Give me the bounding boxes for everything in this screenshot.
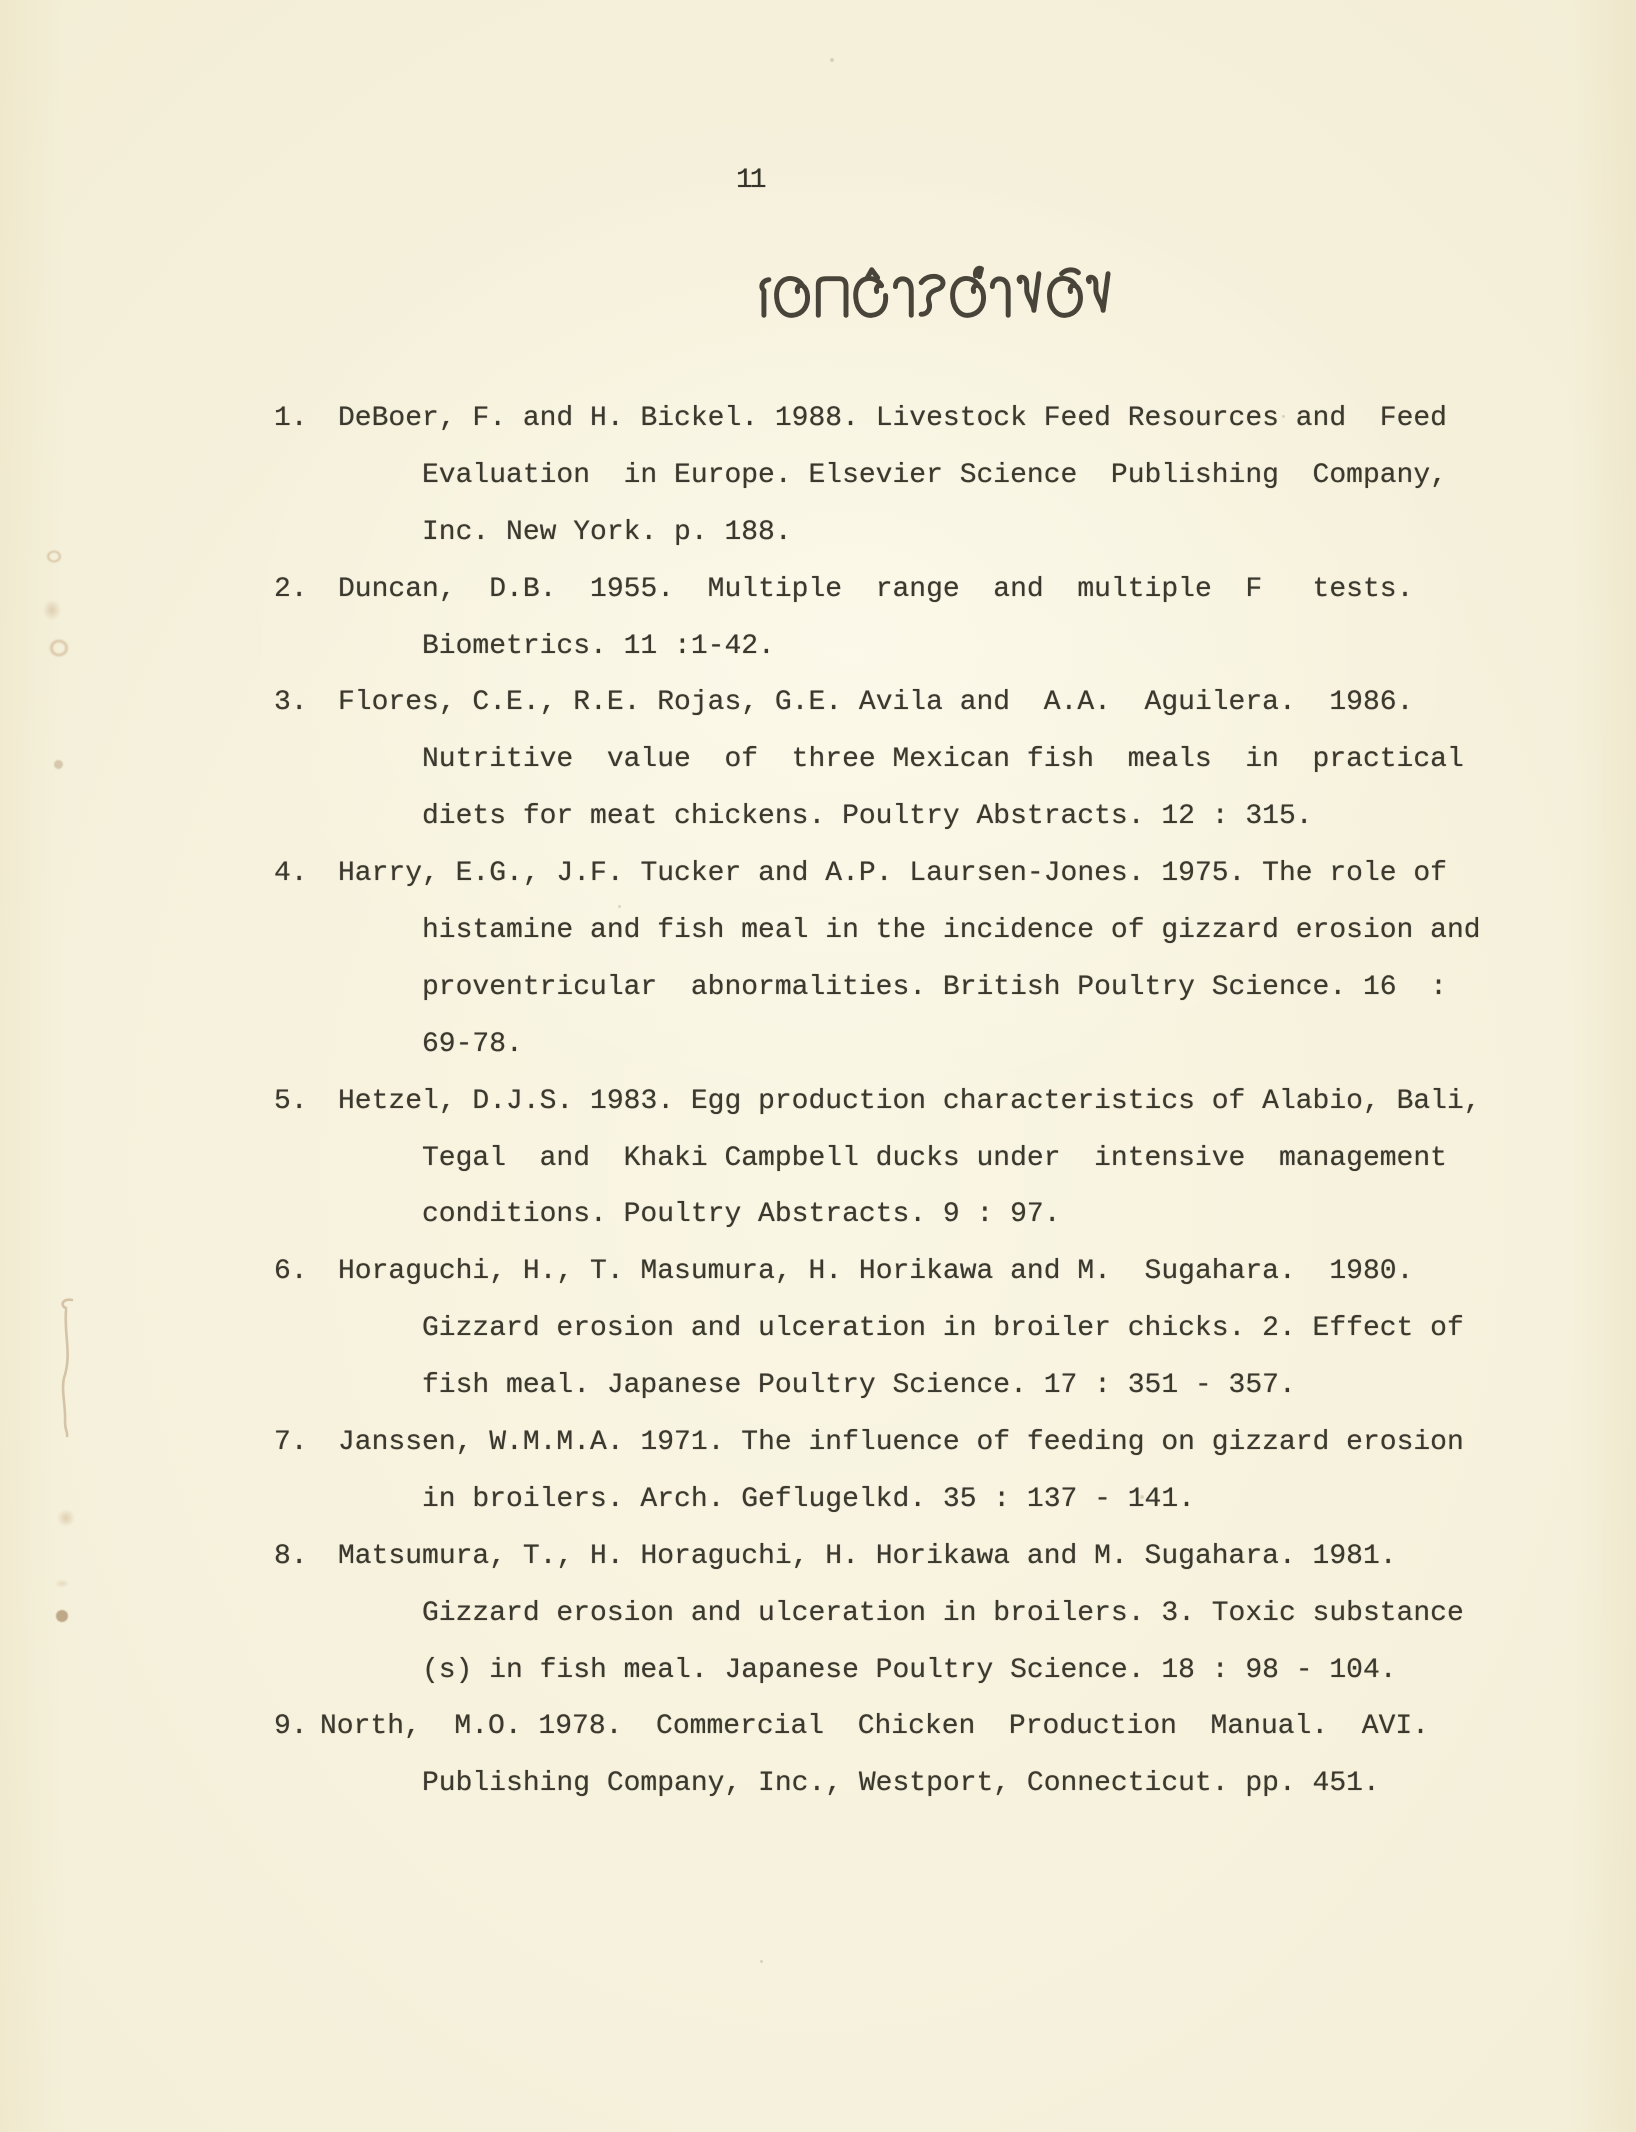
- reference-line: Evaluation in Europe. Elsevier Science Publishing Company,: [422, 459, 1447, 491]
- reference-list: [274, 391, 1481, 1813]
- reference-text: Janssen, W.M.M.A. 1971. The influence of feeding on gizzard erosion: [338, 1427, 1464, 1459]
- reference-number: 6.: [274, 1256, 308, 1288]
- reference-line: [274, 391, 1481, 448]
- margin-smudge: [40, 596, 64, 624]
- reference-line: histamine and fish meal in the incidence of gizzard erosion and: [422, 915, 1481, 947]
- reference-line: Inc. New York. p. 188.: [422, 516, 792, 548]
- page-number: 11: [736, 165, 764, 196]
- reference-line: [274, 1244, 1481, 1301]
- reference-number: 4.: [274, 858, 308, 890]
- reference-line: (s) in fish meal. Japanese Poultry Science. 18 : 98 - 104.: [422, 1654, 1397, 1686]
- reference-number: 3.: [274, 687, 308, 719]
- reference-line: Biometrics. 11 :1-42.: [422, 630, 775, 662]
- reference-text: Duncan, D.B. 1955. Multiple range and multiple F tests.: [338, 573, 1414, 605]
- paper-speck: [830, 58, 834, 62]
- reference-item: [274, 846, 1481, 1074]
- margin-squiggle: [56, 1296, 82, 1438]
- thai-title-text: [757, 324, 758, 325]
- reference-text: Matsumura, T., H. Horaguchi, H. Horikawa and M. Sugahara. 1981.: [338, 1540, 1397, 1572]
- reference-number: 8.: [274, 1540, 308, 1572]
- reference-number: 2.: [274, 573, 308, 605]
- margin-dot: [56, 1610, 68, 1622]
- reference-number: 7.: [274, 1427, 308, 1459]
- reference-text: Harry, E.G., J.F. Tucker and A.P. Laursen-Jones. 1975. The role of: [338, 858, 1447, 890]
- reference-item: [274, 1699, 1481, 1813]
- reference-text: North, M.O. 1978. Commercial Chicken Production Manual. AVI.: [320, 1711, 1429, 1743]
- reference-line: in broilers. Arch. Geflugelkd. 35 : 137 - 141.: [422, 1483, 1195, 1515]
- reference-line: conditions. Poultry Abstracts. 9 : 97.: [422, 1199, 1061, 1231]
- margin-dot: [54, 760, 63, 769]
- reference-item: [274, 675, 1481, 846]
- reference-line: Gizzard erosion and ulceration in broiler chicks. 2. Effect of: [422, 1313, 1464, 1345]
- reference-line: [274, 846, 1481, 903]
- thai-title-glyphs: [757, 265, 1113, 324]
- reference-line: Nutritive value of three Mexican fish meals in practical: [422, 744, 1464, 776]
- reference-line: [274, 1074, 1481, 1131]
- reference-item: [274, 1074, 1481, 1245]
- reference-line: diets for meat chickens. Poultry Abstracts. 12 : 315.: [422, 801, 1313, 833]
- reference-line: Publishing Company, Inc., Westport, Connecticut. pp. 451.: [422, 1768, 1380, 1800]
- margin-smudge: [46, 636, 72, 660]
- reference-line: proventricular abnormalities. British Poultry Science. 16 :: [422, 971, 1447, 1003]
- reference-line: [274, 562, 1481, 619]
- reference-number: 1.: [274, 403, 308, 434]
- reference-item: [274, 1244, 1481, 1415]
- reference-line: fish meal. Japanese Poultry Science. 17 : 351 - 357.: [422, 1370, 1296, 1402]
- reference-line: [274, 1699, 1481, 1756]
- reference-number: 5.: [274, 1085, 308, 1117]
- reference-line: Tegal and Khaki Campbell ducks under intensive management: [422, 1142, 1447, 1174]
- reference-item: [274, 1529, 1481, 1700]
- reference-line: [274, 1529, 1481, 1586]
- margin-smudge: [54, 1506, 78, 1530]
- thai-title: [757, 265, 1113, 325]
- reference-item: [274, 391, 1481, 562]
- paper-speck: [760, 1960, 763, 1963]
- reference-line: Gizzard erosion and ulceration in broilers. 3. Toxic substance: [422, 1597, 1464, 1629]
- margin-smudge: [52, 1578, 72, 1589]
- reference-text: DeBoer, F. and H. Bickel. 1988. Livestock Feed Resources and Feed: [338, 403, 1447, 434]
- margin-smudge: [44, 548, 64, 565]
- reference-line: [274, 1415, 1481, 1472]
- reference-item: [274, 1415, 1481, 1529]
- reference-item: [274, 562, 1481, 676]
- reference-text: Flores, C.E., R.E. Rojas, G.E. Avila and A.A. Aguilera. 1986.: [338, 687, 1414, 719]
- reference-number: 9.: [274, 1711, 308, 1743]
- reference-line: [274, 675, 1481, 732]
- reference-line: 69-78.: [422, 1028, 523, 1060]
- reference-text: Horaguchi, H., T. Masumura, H. Horikawa and M. Sugahara. 1980.: [338, 1256, 1414, 1288]
- reference-text: Hetzel, D.J.S. 1983. Egg production characteristics of Alabio, Bali,: [338, 1085, 1481, 1117]
